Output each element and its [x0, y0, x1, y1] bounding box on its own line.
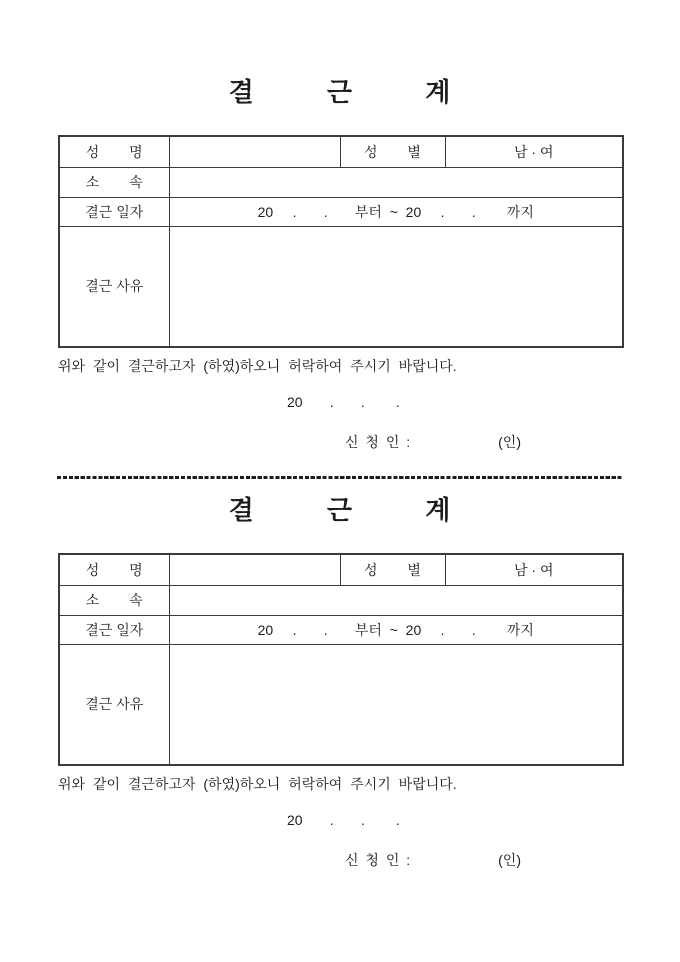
table-row: [59, 136, 623, 167]
statement-text: 위와 같이 결근하고자 (하였)하오니 허락하여 주시기 바랍니다.: [58, 358, 457, 374]
name-input-cell[interactable]: [169, 554, 340, 585]
form-title: 결 근 계: [228, 77, 452, 107]
dashed-divider: [57, 476, 623, 479]
absence-date-value-cell[interactable]: 20 . . 부터 ~ 20 . . 까지: [169, 197, 623, 226]
absence-form-table: [58, 553, 624, 766]
table-row: [59, 554, 623, 585]
table-row: [59, 644, 623, 765]
affiliation-label: 소 속: [59, 167, 169, 197]
date-line[interactable]: 20 . . .: [287, 812, 400, 828]
gender-value-cell: 남 · 여: [445, 136, 623, 167]
name-input-cell[interactable]: [169, 136, 340, 167]
absence-date-label: 결근 일자: [59, 615, 169, 644]
table-row: [59, 167, 623, 197]
absence-date-label: 결근 일자: [59, 197, 169, 226]
date-line[interactable]: 20 . . .: [287, 394, 400, 410]
gender-label: 성 별: [340, 554, 445, 585]
affiliation-input-cell[interactable]: [169, 167, 623, 197]
seal-placeholder: (인): [498, 434, 521, 450]
name-label: 성 명: [59, 136, 169, 167]
absence-form-1: [0, 72, 680, 467]
absence-reason-label: 결근 사유: [59, 226, 169, 347]
absence-reason-input-cell[interactable]: [169, 226, 623, 347]
absence-reason-input-cell[interactable]: [169, 644, 623, 765]
table-row: [59, 585, 623, 615]
absence-reason-label: 결근 사유: [59, 644, 169, 765]
gender-label: 성 별: [340, 136, 445, 167]
absence-date-value-cell[interactable]: 20 . . 부터 ~ 20 . . 까지: [169, 615, 623, 644]
affiliation-label: 소 속: [59, 585, 169, 615]
form-title: 결 근 계: [228, 495, 452, 525]
gender-value-cell: 남 · 여: [445, 554, 623, 585]
absence-form-table: [58, 135, 624, 348]
name-label: 성 명: [59, 554, 169, 585]
absence-form-2: [0, 490, 680, 885]
statement-text: 위와 같이 결근하고자 (하였)하오니 허락하여 주시기 바랍니다.: [58, 776, 457, 792]
table-row: [59, 615, 623, 644]
affiliation-input-cell[interactable]: [169, 585, 623, 615]
applicant-label: 신 청 인 :: [345, 852, 411, 868]
applicant-line: [58, 432, 622, 452]
table-row: [59, 226, 623, 347]
applicant-line: [58, 850, 622, 870]
seal-placeholder: (인): [498, 852, 521, 868]
table-row: [59, 197, 623, 226]
applicant-label: 신 청 인 :: [345, 434, 411, 450]
